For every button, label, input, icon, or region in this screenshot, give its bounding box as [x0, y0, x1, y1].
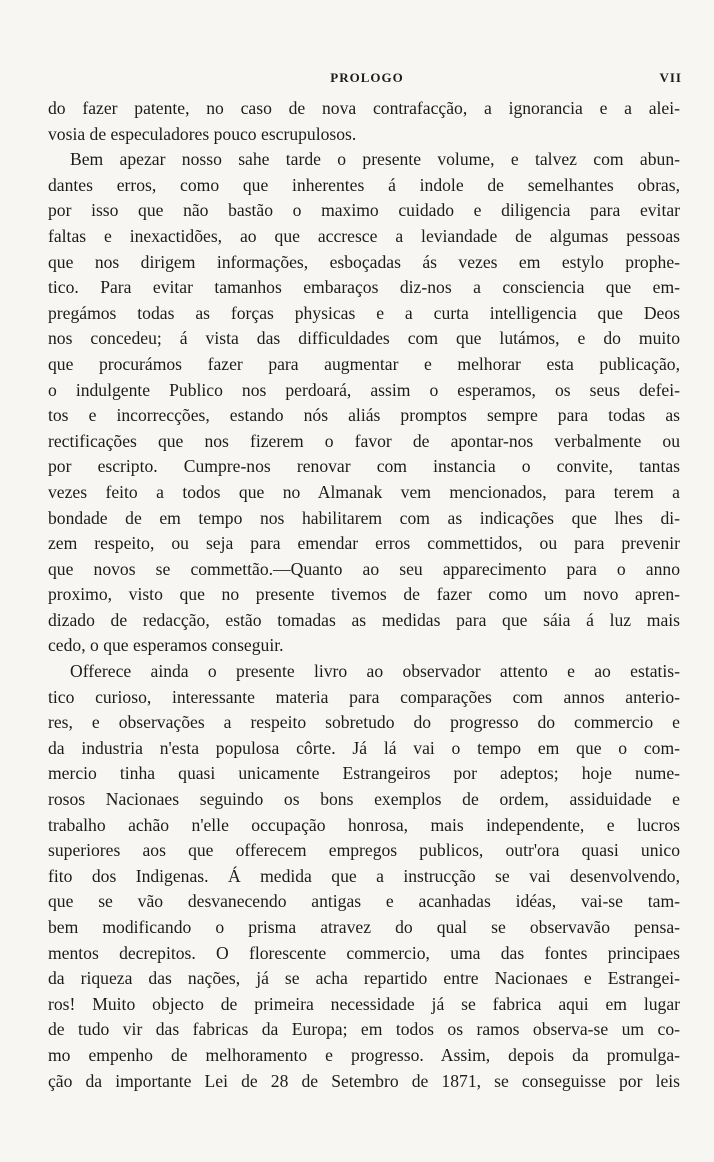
text-line: res, e observações a respeito sobretudo do progresso do commercio e [48, 712, 680, 733]
text-line: da industria n'esta populosa côrte. Já lá vai o tempo em que o com- [48, 737, 680, 758]
text-line: dantes erros, como que inherentes á indole de semelhantes obras, [48, 174, 680, 195]
text-line: o indulgente Publico nos perdoará, assim o esperamos, os seus defei- [48, 379, 680, 400]
text-line: rosos Nacionaes seguindo os bons exemplos de ordem, assiduidade e [48, 789, 680, 810]
text-line: rectificações que nos fizerem o favor de apontar-nos verbalmente ou [48, 430, 680, 451]
running-title: PROLOGO [330, 70, 404, 85]
text-line: vosia de especuladores pouco escrupulosos. [48, 123, 357, 144]
text-line: dizado de redacção, estão tomadas as medidas para que sáia á luz mais [48, 609, 680, 630]
text-line: por escripto. Cumpre-nos renovar com instancia o convite, tantas [48, 456, 680, 477]
text-line: tico curioso, interessante materia para comparações com annos anterio- [48, 686, 680, 707]
text-line: da riqueza das nações, já se acha repartido entre Nacionaes e Estrangei- [48, 968, 680, 989]
text-line: faltas e inexactidões, ao que accresce a leviandade de algumas pessoas [48, 225, 680, 246]
text-line: pregámos todas as forças physicas e a curta intelligencia que Deos [48, 302, 680, 323]
text-line: trabalho achão n'elle occupação honrosa, mais independente, e lucros [48, 814, 680, 835]
text-line: cedo, o que esperamos conseguir. [48, 635, 284, 656]
text-line: tos e incorrecções, estando nós aliás promptos sempre para todas as [48, 405, 680, 426]
text-line: vezes feito a todos que no Almanak vem mencionados, para terem a [48, 481, 680, 502]
text-line: nos concedeu; á vista das difficuldades com que lutámos, e do muito [48, 328, 680, 349]
body-text [48, 96, 680, 1094]
text-line: fito dos Indigenas. Á medida que a instrucção se vai desenvolvendo, [48, 865, 680, 886]
page-number: VII [659, 70, 682, 85]
text-line: mercio tinha quasi unicamente Estrangeiros por adeptos; hoje nume- [48, 763, 680, 784]
text-line: do fazer patente, no caso de nova contrafacção, a ignorancia e a alei- [48, 98, 680, 118]
text-line: superiores aos que offerecem empregos publicos, outr'ora quasi unico [48, 840, 680, 861]
text-line: que se vão desvanecendo antigas e acanhadas idéas, vai-se tam- [48, 891, 680, 912]
text-line: ros! Muito objecto de primeira necessidade já se fabrica aqui em lugar [48, 993, 680, 1014]
text-line: tico. Para evitar tamanhos embaraços diz-nos a consciencia que em- [48, 277, 680, 298]
text-line: bem modificando o prisma atravez do qual se observavão pensa- [48, 917, 680, 937]
text-line: bondade de em tempo nos habilitarem com as indicações que lhes di- [48, 507, 680, 528]
text-line: mentos decrepitos. O florescente commercio, uma das fontes principaes [48, 942, 680, 963]
text-line: proximo, visto que no presente tivemos de fazer como um novo apren- [48, 584, 680, 605]
text-line: Offerece ainda o presente livro ao observador attento e ao estatis- [70, 661, 680, 682]
text-line: mo empenho de melhoramento e progresso. Assim, depois da promulga- [48, 1044, 680, 1065]
running-head [52, 70, 682, 92]
text-line: zem respeito, ou seja para emendar erros commettidos, ou para prevenir [48, 533, 680, 554]
text-line: Bem apezar nosso sahe tarde o presente volume, e talvez com abun- [70, 149, 680, 170]
text-line: por isso que não bastão o maximo cuidado e diligencia para evitar [48, 200, 680, 221]
text-line: que nos dirigem informações, esboçadas ás vezes em estylo prophe- [48, 251, 680, 272]
text-line: que novos se commettão.—Quanto ao seu apparecimento para o anno [48, 558, 680, 579]
text-line: de tudo vir das fabricas da Europa; em todos os ramos observa-se um co- [48, 1019, 680, 1040]
text-line: ção da importante Lei de 28 de Setembro de 1871, se conseguisse por leis [48, 1070, 680, 1091]
text-line: que procurámos fazer para augmentar e melhorar esta publicação, [48, 353, 680, 374]
